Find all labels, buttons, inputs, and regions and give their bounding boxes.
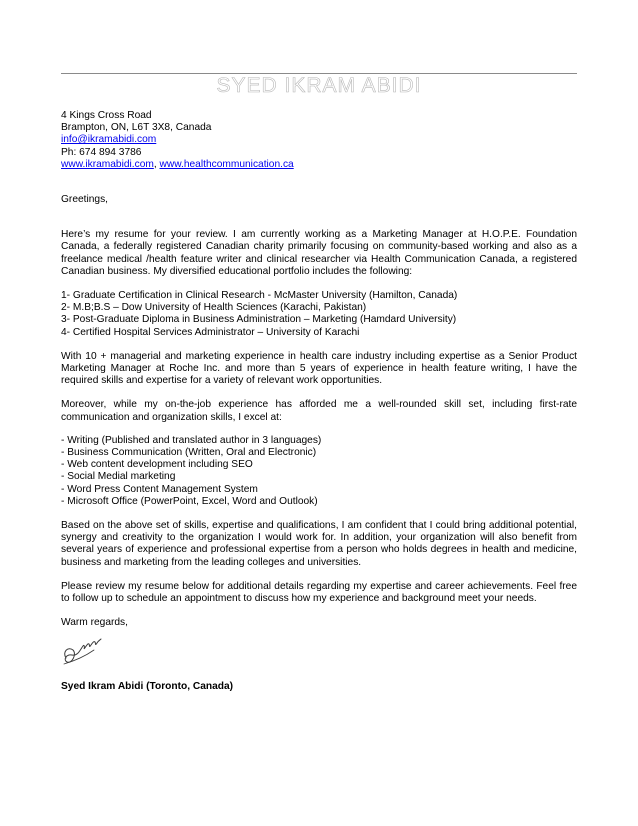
skill-item: - Writing (Published and translated author in 3 languages)	[61, 434, 322, 446]
greeting: Greetings,	[61, 194, 108, 206]
regards-line: Warm regards,	[61, 617, 128, 629]
skill-item: - Social Medial marketing	[61, 471, 176, 483]
education-item: 4- Certified Hospital Services Administrator – University of Karachi	[61, 326, 360, 338]
name-heading: SYED IKRAM ABIDI	[216, 74, 422, 97]
experience-paragraph: With 10 + managerial and marketing experience in health care industry including expertise as a Senior Product Marketing Manager at Roche Inc. and more than 5 years of experience in health feature writing, I have the required skills and expertise for a variety of relevant work opportunities.	[61, 350, 577, 387]
email-link[interactable]: info@ikramabidi.com	[61, 134, 157, 146]
phone-line: Ph: 674 894 3786	[61, 146, 142, 158]
city-line: Brampton, ON, L6T 3X8, Canada	[61, 122, 212, 134]
signature-image	[60, 628, 106, 672]
skill-item: - Business Communication (Written, Oral and Electronic)	[61, 447, 317, 459]
closing-paragraph: Please review my resume below for additional details regarding my expertise and career achievements. Feel free to follow up to schedule an appointment to discuss how my experience and background meet your needs.	[61, 580, 577, 605]
intro-paragraph: Here’s my resume for your review. I am currently working as a Marketing Manager at H.O.P.E. Foundation Canada, a federally registered Canadian charity primarily focusing on community-based working and also as a freelance medical /health feature writer and clinical researcher via Health Communication Canada, a registered Canadian business. My diversified educational portfolio includes the following:	[61, 229, 577, 277]
skill-item: - Word Press Content Management System	[61, 483, 258, 495]
skills-list	[61, 435, 577, 508]
education-item: 1- Graduate Certification in Clinical Research - McMaster University (Hamilton, Canada)	[61, 290, 458, 302]
letter-body	[61, 110, 577, 630]
website-separator: ,	[153, 158, 160, 170]
education-item: 2- M.B;B.S – Dow University of Health Sciences (Karachi, Pakistan)	[61, 302, 367, 314]
website-link-ikramabidi[interactable]: www.ikramabidi.com	[61, 158, 154, 170]
websites-line	[61, 159, 577, 171]
confidence-paragraph: Based on the above set of skills, expertise and qualifications, I am confident that I could bring additional potential, synergy and creativity to the organization I would work for. In addition, your organization will also benefit from several years of experience and professional expertise from a person who holds degrees in health and medicine, business and marketing from the leading colleges and universities.	[61, 520, 577, 568]
education-item: 3- Post-Graduate Diploma in Business Administration – Marketing (Hamdard University)	[61, 314, 457, 326]
signoff-name: Syed Ikram Abidi (Toronto, Canada)	[61, 681, 234, 692]
skills-intro-paragraph: Moreover, while my on-the-job experience has afforded me a well-rounded skill set, including first-rate communication and organization skills, I excel at:	[61, 399, 577, 423]
website-link-healthcommunication[interactable]: www.healthcommunication.ca	[159, 158, 294, 170]
education-list	[61, 290, 577, 339]
skill-item: - Microsoft Office (PowerPoint, Excel, Word and Outlook)	[61, 495, 318, 507]
address-block	[61, 110, 577, 171]
street-line: 4 Kings Cross Road	[61, 110, 152, 121]
skill-item: - Web content development including SEO	[61, 459, 253, 471]
